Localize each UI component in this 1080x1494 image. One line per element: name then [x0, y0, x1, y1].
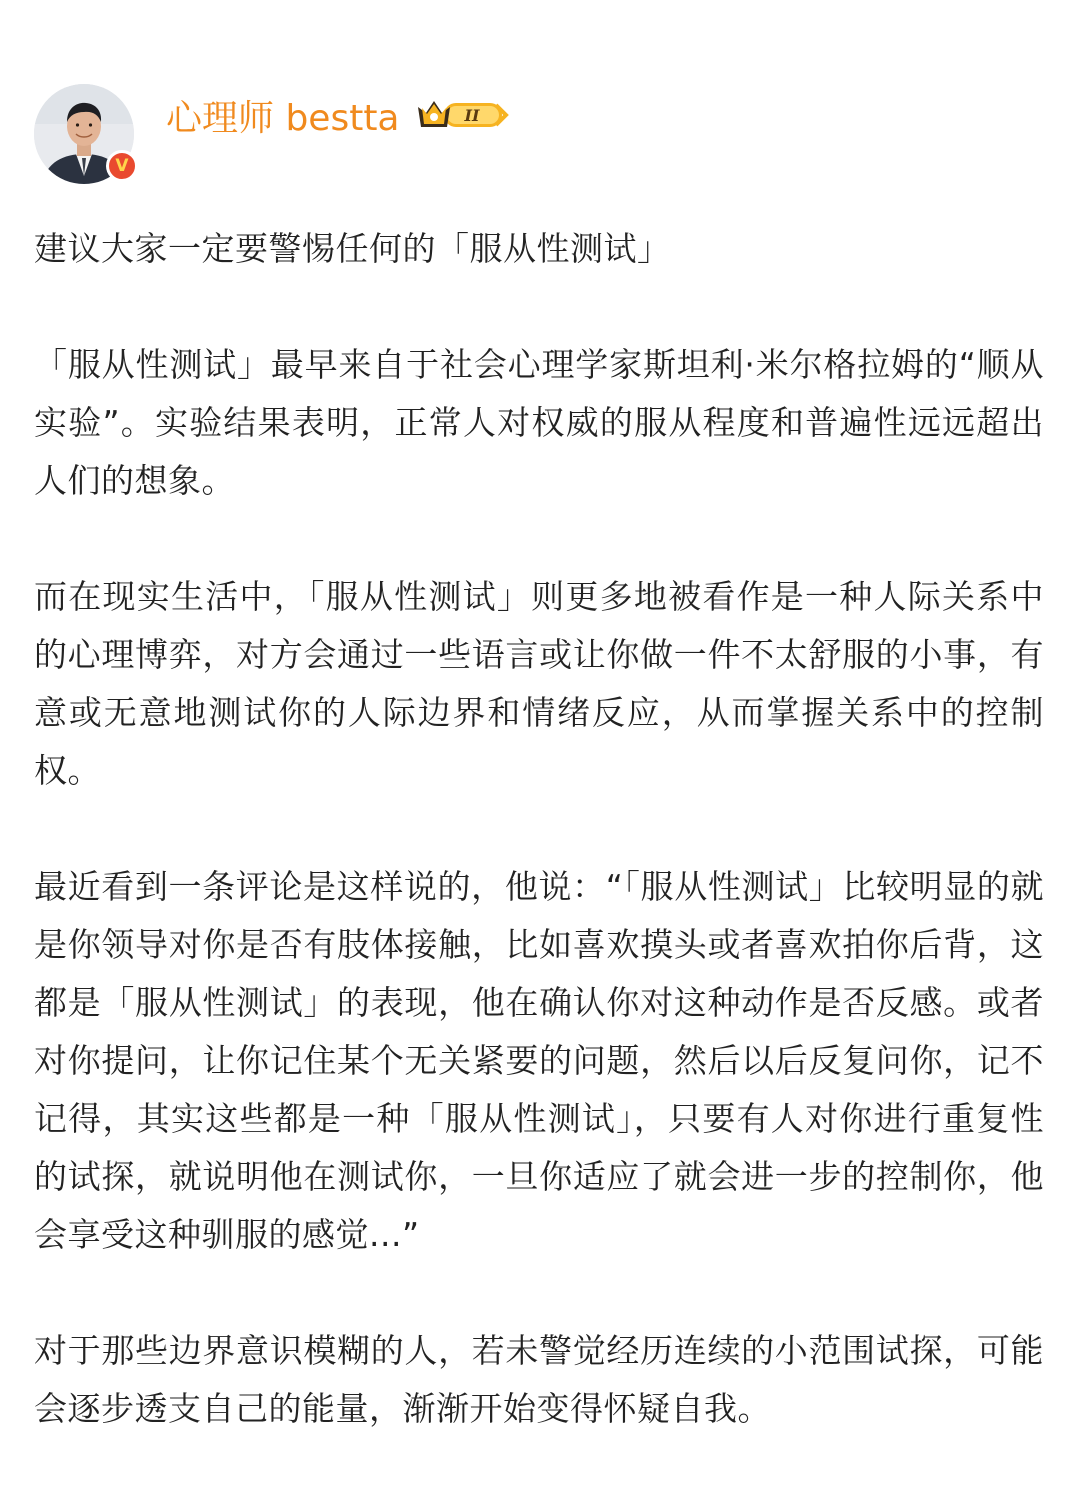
post-paragraph-4: 最近看到一条评论是这样说的，他说：“「服从性测试」比较明显的就是你领导对你是否有肢体接触，比如喜欢摸头或者喜欢拍你后背，这都是「服从性测试」的表现，他在确认你对这种动作是否反感。或者对你提问，让你记住某个无关紧要的问题，然后以后反复问你，记不记得，其实这些都是一种「服从性测试」，只要有人对你进行重复性的试探，就说明他在测试你，一旦你适应了就会进一步的控制你，他会享受这种驯服的感觉...”: [34, 867, 1044, 1254]
vip-crown-icon[interactable]: [414, 95, 510, 135]
author-name-row: [166, 90, 510, 140]
author-name[interactable]: 心理师 bestta: [166, 97, 400, 139]
post-paragraph-5: 对于那些边界意识模糊的人，若未警觉经历连续的小范围试探，可能会逐步透支自己的能量，渐渐开始变得怀疑自我。: [34, 1331, 1044, 1428]
vip-level-label: II: [464, 106, 479, 125]
post-paragraph-title: 建议大家一定要警惕任何的「服从性测试」: [34, 229, 671, 268]
post-paragraph-2: 「服从性测试」最早来自于社会心理学家斯坦利·米尔格拉姆的“顺从实验”。实验结果表明，正常人对权威的服从程度和普遍性远远超出人们的想象。: [34, 345, 1044, 500]
post-paragraph-3: 而在现实生活中，「服从性测试」则更多地被看作是一种人际关系中的心理博弈，对方会通过一些语言或让你做一件不太舒服的小事，有意或无意地测试你的人际边界和情绪反应，从而掌握关系中的控制权。: [34, 577, 1044, 790]
post-header: [34, 84, 1044, 188]
verified-v-icon: V: [106, 150, 138, 182]
post-body: [34, 220, 1044, 1438]
